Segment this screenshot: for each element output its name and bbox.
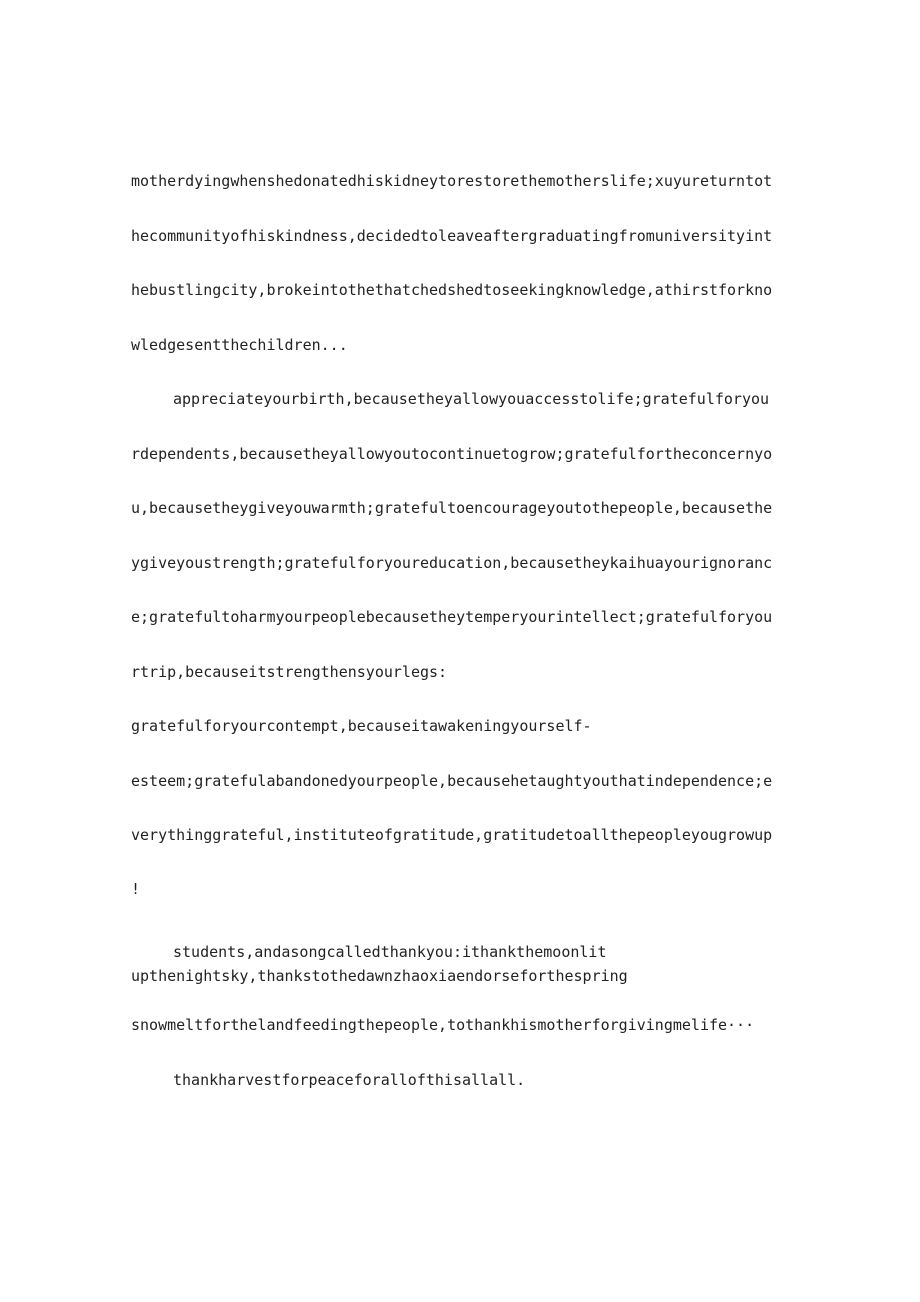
text-line-9: e;gratefultoharmyourpeoplebecausetheytemperyourintellect;gratefulforyou (131, 608, 773, 626)
text-line-17: snowmeltforthelandfeedingthepeople,tothankhismotherforgivingmelife··· (131, 1016, 755, 1034)
text-line-7: u,becausetheygiveyouwarmth;gratefultoencourageyoutothepeople,becausethe (131, 499, 773, 517)
text-line-13: verythinggrateful,instituteofgratitude,gratitudetoallthepeopleyougrowup (131, 826, 773, 844)
text-line-5: appreciateyourbirth,becausetheyallowyouaccesstolife;gratefulforyou (173, 390, 770, 408)
text-line-11: gratefulforyourcontempt,becauseitawakeningyourself- (131, 717, 592, 735)
text-line-3: hebustlingcity,brokeintothethatchedshedtoseekingknowledge,athirstforkno (131, 281, 773, 299)
text-line-2: hecommunityofhiskindness,decidedtoleaveaftergraduatingfromuniversityint (131, 227, 773, 245)
text-line-4: wledgesentthechildren... (131, 336, 348, 354)
text-line-16: upthenightsky,thankstothedawnzhaoxiaendorseforthespring (131, 967, 628, 985)
text-line-14: ! (131, 880, 141, 898)
text-line-15: students,andasongcalledthankyou:ithankthemoonlit (173, 943, 607, 961)
text-line-12: esteem;gratefulabandonedyourpeople,becausehetaughtyouthatindependence;e (131, 772, 773, 790)
text-line-1: motherdyingwhenshedonatedhiskidneytorestorethemotherslife;xuyureturntot (131, 172, 773, 190)
text-line-18: thankharvestforpeaceforallofthisallall. (173, 1071, 526, 1089)
text-line-10: rtrip,becauseitstrengthensyourlegs: (131, 663, 448, 681)
text-line-6: rdependents,becausetheyallowyoutocontinuetogrow;gratefulfortheconcernyo (131, 445, 773, 463)
text-line-8: ygiveyoustrength;gratefulforyoureducation,becausetheykaihuayourignoranc (131, 554, 773, 572)
